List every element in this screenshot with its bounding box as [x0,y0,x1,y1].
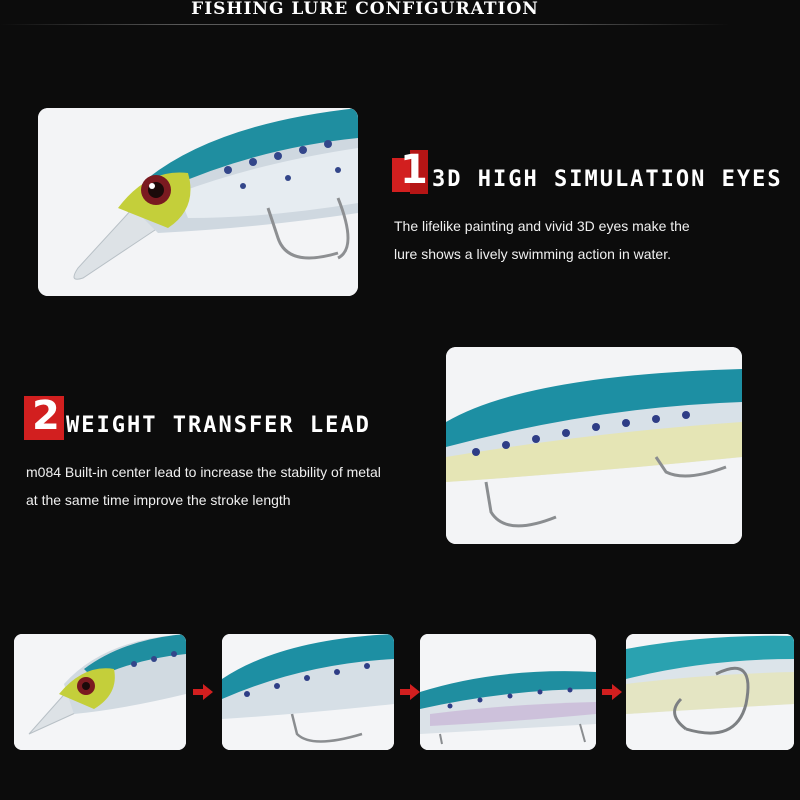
feature-title-1: 3D HIGH SIMULATION EYES [432,167,783,192]
red-arrow-icon [602,684,622,700]
weight-lead-photo [446,347,742,544]
feature-title-2: WEIGHT TRANSFER LEAD [66,413,371,438]
eye-closeup-photo [38,108,358,296]
page-title: FISHING LURE CONFIGURATION [191,0,539,19]
number-badge-1 [392,147,428,194]
feature-number-1: 1 [400,147,428,193]
number-badge-2 [24,393,60,440]
feature-heading-1 [392,147,783,194]
description-line: lure shows a lively swimming action in water. [394,246,671,262]
stage-photo-3 [420,634,596,750]
description-line: m084 Built-in center lead to increase the stability of metal [26,464,381,480]
feature-description-2 [26,458,426,514]
stage-photo-1 [14,634,186,750]
feature-description-1 [394,212,774,268]
stage-photo-4 [626,634,794,750]
stage-photo-2 [222,634,394,750]
feature-heading-2 [24,393,371,440]
title-divider [0,24,730,25]
feature-number-2: 2 [32,393,60,439]
description-line: The lifelike painting and vivid 3D eyes make the [394,218,690,234]
description-line: at the same time improve the stroke length [26,492,291,508]
red-arrow-icon [193,684,213,700]
red-arrow-icon [400,684,420,700]
